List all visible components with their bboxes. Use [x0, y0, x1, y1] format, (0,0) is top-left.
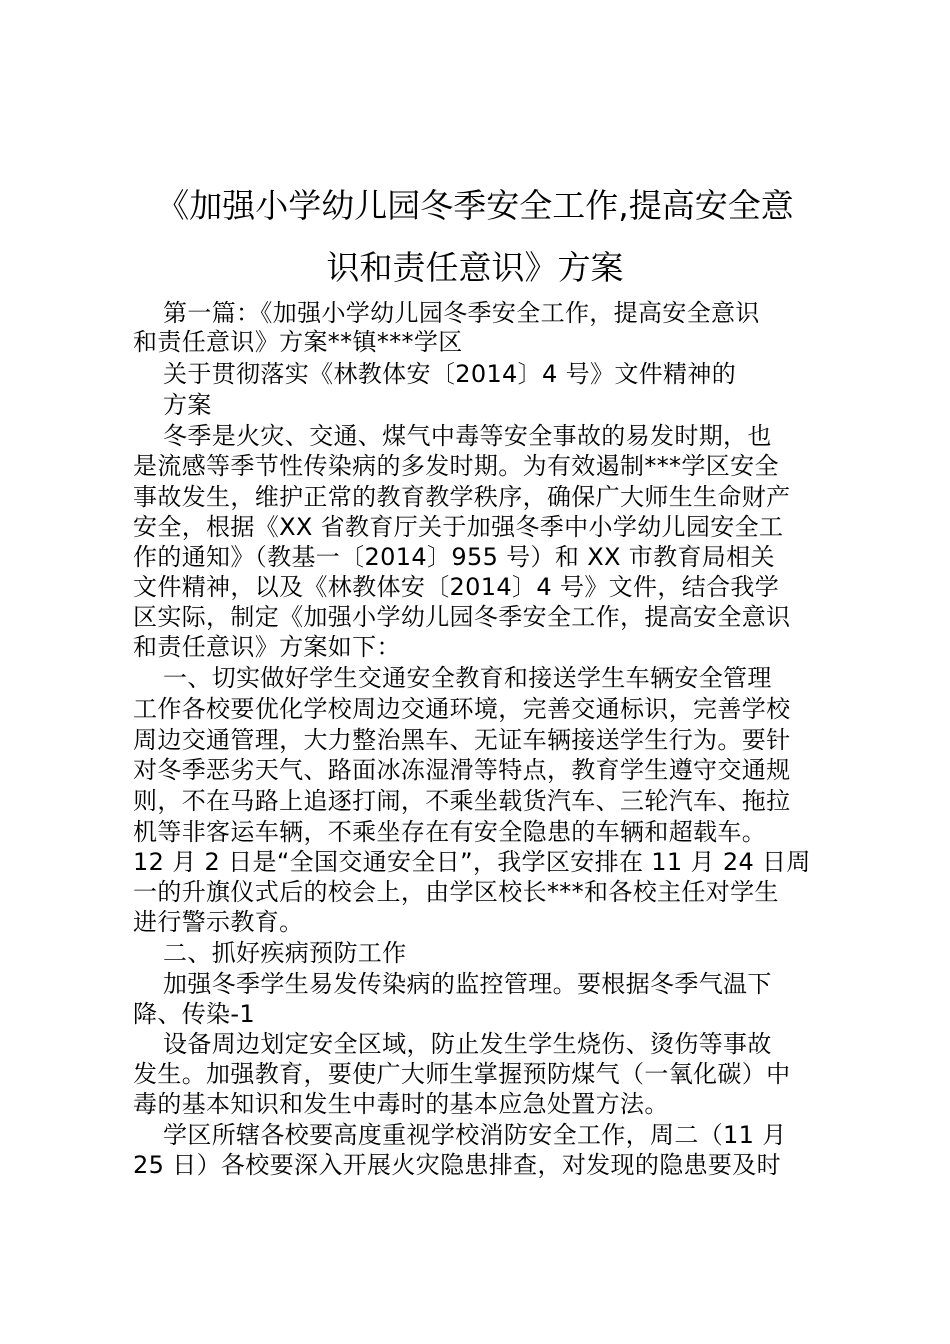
body-line-22: 二、抓好疾病预防工作: [163, 939, 407, 967]
document-title-line-2: 识和责任意识》方案: [326, 248, 624, 287]
body-line-6: 是流感等季节性传染病的多发时期。为有效遏制***学区安全: [133, 452, 779, 480]
body-line-15: 周边交通管理，大力整治黑车、无证车辆接送学生行为。要针: [133, 726, 791, 754]
body-line-4: 方案: [163, 391, 212, 419]
body-line-5: 冬季是火灾、交通、煤气中毒等安全事故的易发时期，也: [163, 422, 772, 450]
body-line-28: 学区所辖各校要高度重视学校消防安全工作，周二（11 月: [163, 1121, 787, 1149]
body-line-27: 毒的基本知识和发生中毒时的基本应急处置方法。: [133, 1090, 669, 1118]
body-line-9: 作的通知》（教基一〔2014〕955 号）和 XX 市教育局相关: [133, 543, 775, 571]
body-line-23: 加强冬季学生易发传染病的监控管理。要根据冬季气温下: [163, 970, 772, 998]
body-line-25: 设备周边划定安全区域，防止发生学生烧伤、烫伤等事故: [163, 1030, 772, 1058]
body-line-13: 一、切实做好学生交通安全教育和接送学生车辆安全管理: [163, 664, 772, 692]
body-line-12: 和责任意识》方案如下：: [133, 633, 401, 661]
body-line-8: 安全，根据《XX 省教育厅关于加强冬季中小学幼儿园安全工: [133, 513, 784, 541]
body-line-29: 25 日）各校要深入开展火灾隐患排查，对发现的隐患要及时: [133, 1151, 781, 1179]
body-line-16: 对冬季恶劣天气、路面冰冻湿滑等特点，教育学生遵守交通规: [133, 756, 791, 784]
document-title-line-1: 《加强小学幼儿园冬季安全工作,提高安全意: [156, 186, 794, 225]
body-line-3: 关于贯彻落实《林教体安〔2014〕4 号》文件精神的: [163, 360, 737, 388]
body-line-10: 文件精神，以及《林教体安〔2014〕4 号》文件，结合我学: [133, 573, 780, 601]
body-line-21: 进行警示教育。: [133, 908, 304, 936]
body-line-20: 一的升旗仪式后的校会上，由学区校长***和各校主任对学生: [133, 878, 779, 906]
body-line-26: 发生。加强教育，要使广大师生掌握预防煤气（一氧化碳）中: [133, 1060, 791, 1088]
body-line-7: 事故发生，维护正常的教育教学秩序，确保广大师生生命财产: [133, 483, 791, 511]
body-line-14: 工作各校要优化学校周边交通环境，完善交通标识，完善学校: [133, 695, 791, 723]
body-line-18: 机等非客运车辆，不乘坐存在有安全隐患的车辆和超载车。: [133, 818, 767, 846]
body-line-11: 区实际，制定《加强小学幼儿园冬季安全工作，提高安全意识: [133, 603, 791, 631]
body-line-19: 12 月 2 日是“全国交通安全日”，我学区安排在 11 月 24 日周: [133, 848, 811, 876]
body-line-1: 第一篇：《加强小学幼儿园冬季安全工作，提高安全意识: [163, 299, 760, 327]
body-line-24: 降、传染-1: [133, 1000, 256, 1028]
body-line-2: 和责任意识》方案**镇***学区: [133, 328, 463, 356]
body-line-17: 则，不在马路上追逐打闹，不乘坐载货汽车、三轮汽车、拖拉: [133, 787, 791, 815]
